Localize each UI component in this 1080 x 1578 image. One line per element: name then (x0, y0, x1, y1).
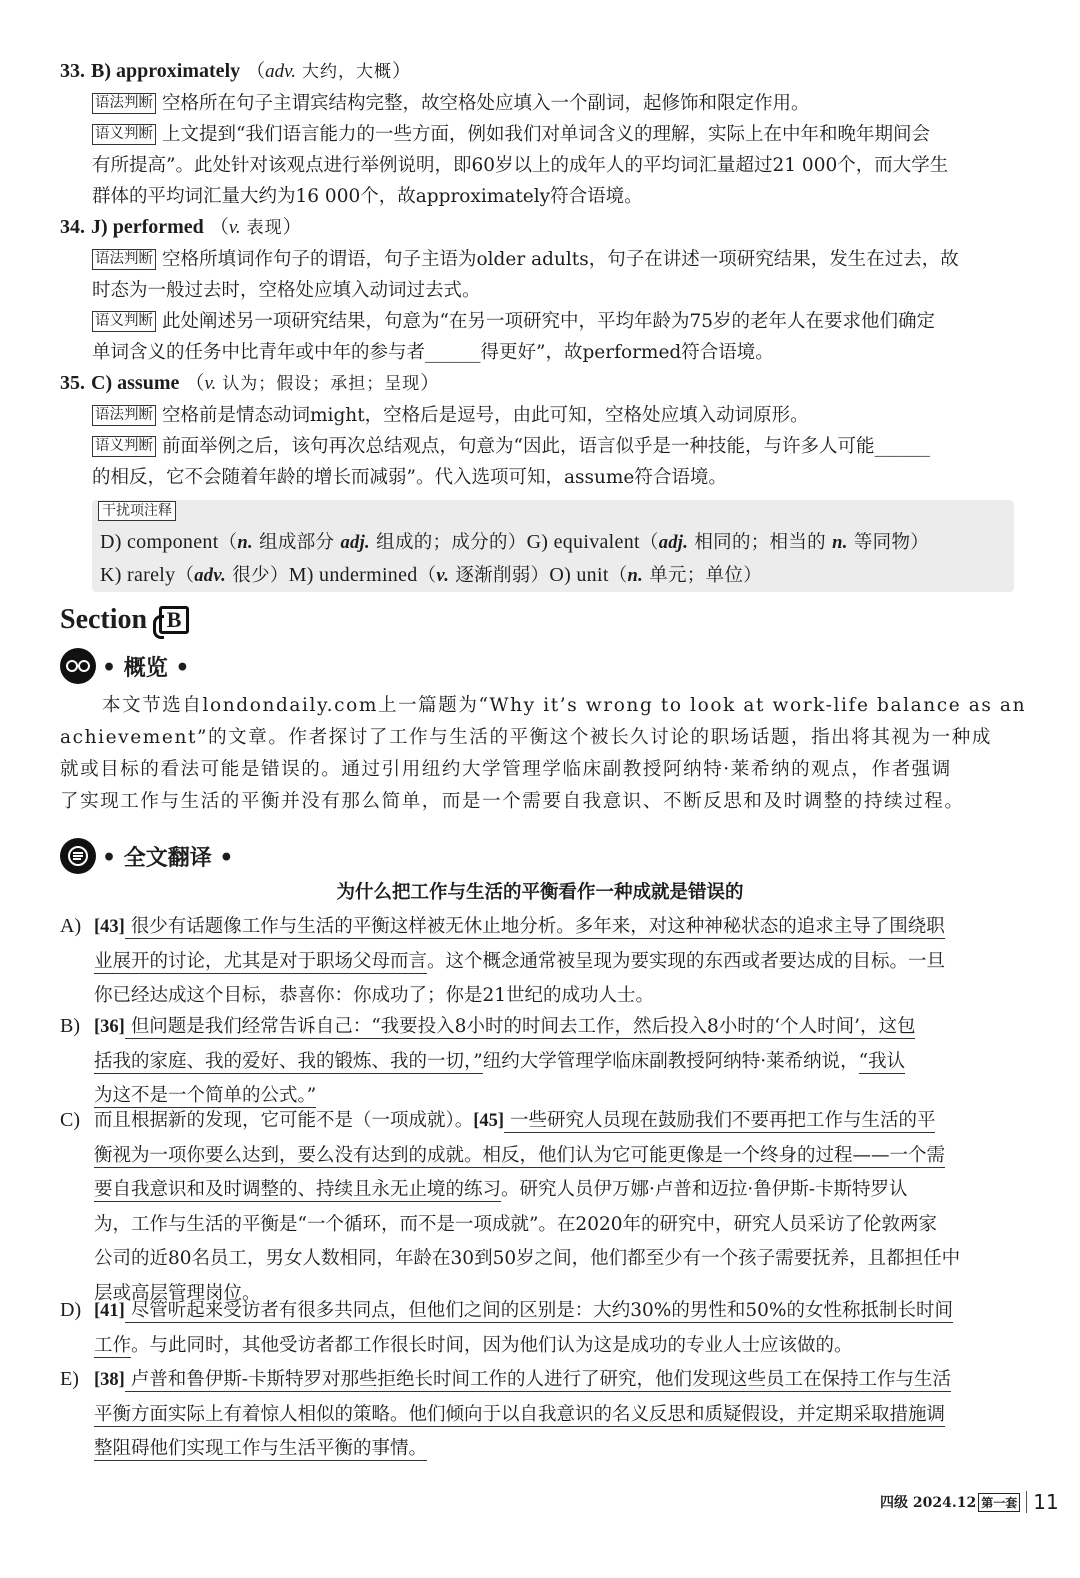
answer-header: 35. C) assume （v. 认为；假设；承担；呈现） (60, 372, 440, 394)
explanation-line (60, 275, 1020, 306)
translation-title: • 全文翻译 • (102, 844, 234, 871)
explanation-text: 空格所在句子主谓宾结构完整，故空格处应填入一个副词，起修饰和限定作用。 (162, 93, 810, 114)
underlined-text: 衡视为一项你要么达到，要么没有达到的成就。相反，他们认为它可能更像是一个终身的过程——一个需 (94, 1144, 946, 1166)
question-marker: [41] (94, 1301, 125, 1321)
explanation-line (60, 181, 1020, 212)
paragraph-line (60, 979, 1020, 1014)
paragraph-line (60, 1173, 1020, 1208)
overview-line: 本文节选自londondaily.com上一篇题为“Why it’s wrong to look at work-life balance as an (102, 695, 1027, 716)
underlined-text: 为这不是一个简单的公式。” (94, 1085, 317, 1106)
overview-title: • 概览 • (102, 654, 190, 681)
explanation-text: 单词含义的任务中比青年或中年的参与者______得更好”，故performed符合语境。 (92, 342, 774, 363)
part-of-speech: adv. (265, 61, 296, 82)
answer-header: 33. B) approximately （adv. 大约，大概） (60, 60, 412, 82)
paragraph-line (60, 1329, 1020, 1364)
semantic-tag: 语义判断 (92, 311, 156, 332)
distractor-word: G) equivalent (526, 531, 640, 553)
answer-option: C) assume (91, 372, 180, 394)
underlined-text: 很少有话题像工作与生活的平衡这样被无休止地分析。多年来，对这种神秘状态的追求主导了围绕职 (124, 916, 945, 937)
word-meaning: 组成部分 (259, 532, 335, 553)
overview-heading (60, 648, 189, 684)
explanation-text: 空格所填词作句子的谓语，句子主语为older adults，句子在讲述一项研究结果，发生在过去，故 (162, 249, 959, 270)
paragraph-text: 层或高层管理岗位。 (94, 1282, 261, 1304)
underlined-text: 业展开的讨论，尤其是对于职场父母而言 (94, 950, 428, 972)
explanation-text: 空格前是情态动词might，空格后是逗号，由此可知，空格处应填入动词原形。 (162, 405, 809, 426)
paragraph-line (60, 1242, 1020, 1277)
underlined-text: 但问题是我们经常告诉自己：“我要投入8小时的时间去工作，然后投入8小时的‘个人时间’，这包 (124, 1016, 916, 1037)
paragraph-line (60, 945, 1020, 980)
translation-heading (60, 838, 233, 874)
paragraph-text: 。研究人员伊万娜·卢普和迈拉·鲁伊斯-卡斯特罗认 (501, 1179, 908, 1200)
part-of-speech: v. (204, 373, 217, 394)
paragraph-line (60, 1208, 1020, 1243)
translation-paragraph (60, 1104, 1020, 1311)
paragraph-label: D) (60, 1299, 82, 1321)
part-of-speech: adj. (340, 533, 370, 553)
explanation-text: 群体的平均词汇量大约为16 000个，故approximately符合语境。 (92, 186, 643, 207)
translation-paragraph (60, 1294, 1020, 1363)
part-of-speech: adv. (194, 566, 227, 586)
page-footer (880, 1490, 1059, 1514)
paragraph-text: 为，工作与生活的平衡是“一个循环，而不是一项成就”。在2020年的研究中，研究人员采访了伦敦两家 (94, 1213, 938, 1235)
word-meaning: 相同的；相当的 (694, 532, 826, 553)
explanation-line (60, 431, 1020, 462)
paragraph-line (60, 1294, 1020, 1329)
explanation-line (60, 88, 1020, 119)
overview-line: 了实现工作与生活的平衡并没有那么简单，而是一个需要自我意识、不断反思和及时调整的持续过程。 (60, 791, 965, 812)
paragraph-text: 。这个概念通常被呈现为要实现的东西或者要达成的目标。一旦 (427, 950, 946, 972)
glasses-icon (60, 648, 96, 684)
explanation-text: 有所提高”。此处针对该观点进行举例说明，即60岁以上的成年人的平均词汇量超过21 000个，而大学生 (92, 155, 949, 176)
section-word: Section (60, 604, 148, 635)
part-of-speech: n. (627, 566, 644, 586)
document-icon (60, 838, 96, 874)
part-of-speech: v. (436, 566, 450, 586)
distractor-word: O) unit (549, 564, 609, 586)
underlined-text: “我认 (858, 1050, 906, 1072)
explanation-line (60, 150, 1020, 181)
grammar-tag: 语法判断 (92, 249, 156, 270)
semantic-tag: 语义判断 (92, 436, 156, 457)
distractor-line-2: K) rarely（adv. 很少）M) undermined（v. 逐渐削弱）O) unit（n. 单元；单位） (100, 564, 763, 586)
paragraph-line (60, 1010, 1020, 1045)
explanation-text: 此处阐述另一项研究结果，句意为“在另一项研究中，平均年龄为75岁的老年人在要求他们确定 (162, 311, 936, 332)
explanation-text: 前面举例之后，该句再次总结观点，句意为“因此，语言似乎是一种技能，与许多人可能______ (162, 436, 930, 457)
volume-badge: 第一套 (978, 1493, 1020, 1512)
question-marker: [36] (94, 1017, 125, 1037)
explanation-line (60, 244, 1020, 275)
explanation-line (60, 306, 1020, 337)
paragraph-line (60, 1363, 1020, 1398)
part-of-speech: n. (832, 533, 848, 553)
paragraph-text: 纽约大学管理学临床副教授阿纳特·莱希纳说， (482, 1050, 859, 1072)
underlined-text: 尽管听起来受访者有很多共同点，但他们之间的区别是：大约30%的男性和50%的女性称抵制长时间 (124, 1300, 953, 1321)
paragraph-line (60, 1139, 1020, 1174)
divider (1026, 1491, 1027, 1513)
distractor-line-1: D) component（n. 组成部分 adj. 组成的；成分的）G) equivalent（adj. 相同的；相当的 n. 等同物） (100, 531, 930, 553)
word-meaning: 很少 (232, 565, 270, 586)
paragraph-line (60, 1045, 1020, 1080)
section-title (60, 600, 189, 640)
word-meaning: 逐渐削弱 (455, 565, 531, 586)
answer-header: 34. J) performed （v. 表现） (60, 216, 302, 238)
grammar-tag: 语法判断 (92, 93, 156, 114)
explanation-line (60, 400, 1020, 431)
semantic-tag: 语义判断 (92, 124, 156, 145)
answer-33 (60, 58, 1020, 212)
question-number: 34. (60, 216, 85, 238)
translation-paragraph (60, 1363, 1020, 1467)
paragraph-label: A) (60, 915, 82, 937)
underlined-text: 整阻碍他们实现工作与生活平衡的事情。 (94, 1438, 428, 1459)
paragraph-label: B) (60, 1015, 80, 1037)
distractor-word: D) component (100, 531, 219, 553)
explanation-text: 的相反，它不会随着年龄的增长而减弱”。代入选项可知，assume符合语境。 (92, 467, 727, 488)
overview-line: 就或目标的看法可能是错误的。通过引用纽约大学管理学临床副教授阿纳特·莱希纳的观点，作者强调 (60, 759, 952, 780)
underlined-text: 括我的家庭、我的爱好、我的锻炼、我的一切，” (94, 1050, 483, 1072)
paragraph-label: E) (60, 1368, 79, 1390)
underlined-text: 卢普和鲁伊斯-卡斯特罗对那些拒绝长时间工作的人进行了研究，他们发现这些员工在保持工作与生活 (124, 1369, 951, 1390)
paragraph-text: 而且根据新的发现，它可能不是（一项成就）。 (94, 1110, 474, 1131)
answer-35 (60, 370, 1020, 493)
answer-option: J) performed (91, 216, 204, 238)
question-number: 35. (60, 372, 85, 394)
paragraph-line (60, 1104, 1020, 1139)
answer-34 (60, 214, 1020, 368)
part-of-speech: adj. (658, 533, 689, 553)
explanation-line (60, 337, 1020, 368)
paragraph-text: 你已经达成这个目标，恭喜你：你成功了；你是21世纪的成功人士。 (94, 985, 655, 1006)
paragraph-text: 公司的近80名员工，男女人数相同，年龄在30到50岁之间，他们都至少有一个孩子需要抚养，且都担任中 (94, 1248, 961, 1269)
question-marker: [43] (94, 917, 125, 937)
word-meaning: 单元；单位 (649, 565, 744, 586)
question-marker: [38] (94, 1370, 125, 1390)
underlined-text: 平衡方面实际上有着惊人相似的策略。他们倾向于以自我意识的名义反思和质疑假设，并定期采取措施调 (94, 1403, 946, 1425)
page-number: 11 (1033, 1490, 1059, 1514)
distractor-word: M) undermined (288, 564, 418, 586)
part-of-speech: v. (228, 217, 241, 238)
word-meaning: 大约，大概 (302, 62, 392, 82)
explanation-text: 上文提到“我们语言能力的一些方面，例如我们对单词含义的理解，实际上在中年和晚年期间会 (162, 124, 930, 145)
question-number: 33. (60, 60, 85, 82)
exam-level: 四级 2024.12 (880, 1495, 977, 1511)
question-marker: [45] (473, 1111, 505, 1131)
explanation-line (60, 462, 1020, 493)
answer-option: B) approximately (91, 60, 241, 82)
paragraph-label: C) (60, 1109, 80, 1131)
section-letter: B (159, 606, 189, 634)
paragraph-line (60, 1398, 1020, 1433)
translation-paragraph (60, 910, 1020, 1014)
explanation-line (60, 119, 1020, 150)
word-meaning: 表现 (246, 218, 283, 238)
explanation-text: 时态为一般过去时，空格处应填入动词过去式。 (92, 280, 481, 301)
underlined-text: 要自我意识和及时调整的、持续且永无止境的练习 (94, 1179, 502, 1200)
paragraph-line (60, 1432, 1020, 1467)
paragraph-text: 。与此同时，其他受访者都工作很长时间，因为他们认为这是成功的专业人士应该做的。 (131, 1334, 853, 1356)
underlined-text: 工作 (94, 1334, 132, 1356)
article-title: 为什么把工作与生活的平衡看作一种成就是错误的 (336, 882, 744, 903)
paragraph-line (60, 910, 1020, 945)
distractor-word: K) rarely (100, 564, 176, 586)
word-meaning: 认为；假设；承担；呈现 (222, 374, 421, 394)
word-meaning: 等同物 (853, 532, 911, 553)
word-meaning: 组成的；成分的 (376, 532, 508, 553)
overview-line: achievement”的文章。作者探讨了工作与生活的平衡这个被长久讨论的职场话题，指出将其视为一种成 (60, 727, 992, 748)
translation-paragraph (60, 1010, 1020, 1114)
grammar-tag: 语法判断 (92, 405, 156, 426)
underlined-text: 一些研究人员现在鼓励我们不要再把工作与生活的平 (504, 1110, 936, 1131)
overview-text (60, 690, 1027, 818)
part-of-speech: n. (237, 533, 253, 553)
distractor-label: 干扰项注释 (98, 501, 176, 521)
